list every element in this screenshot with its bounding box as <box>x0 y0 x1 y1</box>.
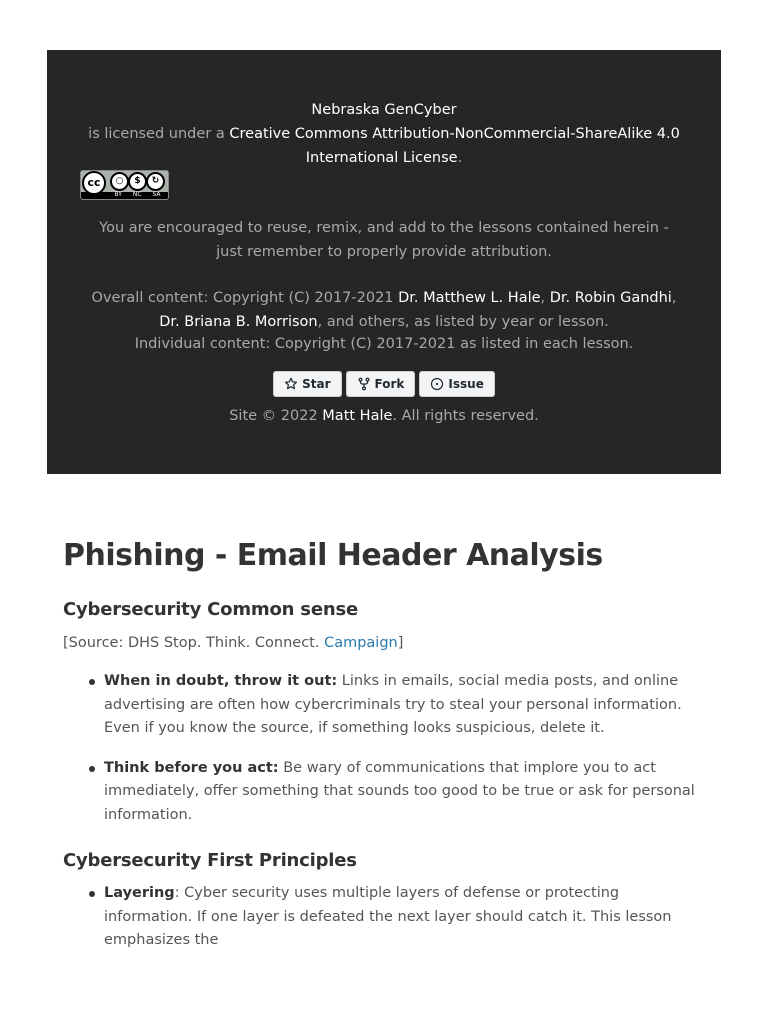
list-item: When in doubt, throw it out: Links in emails, social media posts, and online advertising are often how cybercriminals try to steal your personal information. Even if you know the source, if something looks suspicious, delete it. <box>104 670 708 741</box>
reuse-note: You are encouraged to reuse, remix, and add to the lessons contained herein - just remember to properly provide attribution. <box>99 220 669 260</box>
common-sense-list <box>63 670 708 827</box>
first-principles-list <box>63 882 708 953</box>
star-icon <box>284 377 298 391</box>
section-heading-first-principles: Cybersecurity First Principles <box>63 850 357 871</box>
page-title: Phishing - Email Header Analysis <box>63 538 603 573</box>
site-author-link[interactable]: Matt Hale <box>322 408 393 424</box>
nc-icon: $ <box>128 172 147 191</box>
star-button[interactable]: Star <box>273 371 341 397</box>
author-link-hale[interactable]: Dr. Matthew L. Hale <box>398 290 541 306</box>
section-heading-common-sense: Cybersecurity Common sense <box>63 599 358 620</box>
org-name: Nebraska GenCyber <box>311 102 457 118</box>
fork-button[interactable]: Fork <box>346 371 416 397</box>
site-copyright: Site © 2022 Matt Hale. All rights reserved. <box>229 408 539 424</box>
issue-button[interactable]: Issue <box>419 371 494 397</box>
fork-icon <box>357 377 371 391</box>
license-link[interactable]: Creative Commons Attribution-NonCommercial-ShareAlike 4.0 International License <box>229 126 680 166</box>
campaign-link[interactable]: Campaign <box>324 635 398 651</box>
license-statement: is licensed under a Creative Commons Attribution-NonCommercial-ShareAlike 4.0 International License. <box>88 126 680 166</box>
overall-copyright: Overall content: Copyright (C) 2017-2021 Dr. Matthew L. Hale, Dr. Robin Gandhi, Dr. Briana B. Morrison, and others, as listed by year or lesson. <box>91 290 677 330</box>
list-item: Think before you act: Be wary of communications that implore you to act immediately, offer something that sounds too good to be true or ask for personal information. <box>104 757 708 828</box>
by-icon: ○ <box>110 172 129 191</box>
source-line: [Source: DHS Stop. Think. Connect. Campaign] <box>63 635 404 651</box>
sa-icon: ↻ <box>146 172 165 191</box>
cc-license-badge-icon[interactable]: cc ○ $ ↻ BY NC SA <box>80 170 169 200</box>
author-link-gandhi[interactable]: Dr. Robin Gandhi <box>549 290 672 306</box>
list-item: Layering: Cyber security uses multiple layers of defense or protecting information. If one layer is defeated the next layer should catch it. This lesson emphasizes the <box>104 882 708 953</box>
github-buttons <box>47 371 721 397</box>
issue-icon <box>430 377 444 391</box>
site-footer <box>47 50 721 474</box>
individual-copyright: Individual content: Copyright (C) 2017-2021 as listed in each lesson. <box>134 336 634 352</box>
author-link-morrison[interactable]: Dr. Briana B. Morrison <box>159 314 318 330</box>
